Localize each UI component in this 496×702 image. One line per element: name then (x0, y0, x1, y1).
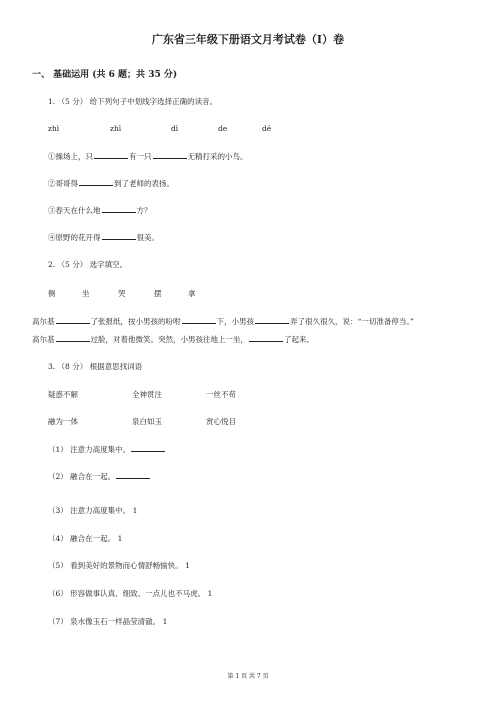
option: dì (171, 124, 179, 133)
q3-item-2: （2） 融合在一起。 (48, 470, 151, 482)
question-2-options (48, 288, 448, 298)
q3-item-4: （4） 融合在一起。 1 (48, 534, 123, 543)
exam-title: 广东省三年级下册语文月考试卷（I）卷 (151, 33, 345, 46)
q1-item-2: ②哥哥得 到了老师的表扬。 (48, 179, 174, 188)
q1-item-4: ④原野的花开得 很美。 (48, 233, 159, 242)
answer-blank[interactable] (102, 204, 136, 213)
q1-item-1: ①操场上，只 有一只 无精打采的小鸟。 (48, 152, 248, 161)
option: 哭 (118, 289, 126, 298)
word: 一丝不苟 (206, 390, 236, 399)
word: 全神贯注 (132, 390, 162, 399)
option: de (218, 124, 228, 133)
q3-item-5: （5） 看到美好的景物而心情舒畅愉快。 1 (48, 561, 190, 570)
question-2-heading: 2. （5 分） 选字填空。 (48, 260, 128, 269)
q1-item-3: ③春天在什么地 方？ (48, 206, 152, 215)
question-3-heading: 3. （8 分） 根据意思找词语 (48, 362, 143, 371)
option: 拿 (188, 289, 196, 298)
answer-blank[interactable] (56, 333, 90, 342)
option: zhì (48, 124, 60, 133)
q3-item-1: （1） 注意力高度集中。 (48, 443, 166, 455)
option: zhī (110, 124, 122, 133)
answer-blank[interactable] (131, 443, 165, 452)
q3-item-6: （6） 形容做事认真、细致、一点儿也不马虎。 1 (48, 589, 213, 598)
answer-blank[interactable] (102, 231, 136, 240)
answer-blank[interactable] (94, 150, 128, 159)
option: 摆 (154, 289, 162, 298)
answer-blank[interactable] (153, 150, 187, 159)
word: 赏心悦目 (206, 417, 236, 426)
option: dé (262, 124, 272, 133)
question-1-heading: 1. （5 分） 给下列句子中划线字选择正确的读音。 (48, 97, 218, 106)
q3-item-7: （7） 泉水像玉石一样晶莹清澈。 1 (48, 617, 168, 626)
section-heading: 一、 基础运用 (共 6 题；共 35 分) (32, 70, 178, 80)
word: 融为一体 (48, 417, 78, 426)
question-1-options (48, 124, 448, 134)
option: 坐 (82, 289, 90, 298)
q3-item-3: （3） 注意力高度集中。 1 (48, 506, 138, 515)
word: 疑惑不解 (48, 390, 78, 399)
q2-line-1: 高尔基 了张报纸，按小男孩的吩咐 下，小男孩 弄了很久很久，说：“一切准备停当。” (32, 317, 414, 326)
answer-blank[interactable] (249, 333, 283, 342)
question-3-words-row-2 (48, 416, 448, 426)
question-3-words-row-1 (48, 389, 448, 399)
q2-line-2: 高尔基 过脸，对着他微笑。突然，小男孩往地上一坐， 了起来。 (32, 335, 314, 344)
answer-blank[interactable] (56, 315, 90, 324)
answer-blank[interactable] (116, 470, 150, 479)
option: 侧 (48, 289, 56, 298)
page-footer: 第 1 页 共 7 页 (227, 673, 269, 680)
answer-blank[interactable] (182, 315, 216, 324)
answer-blank[interactable] (255, 315, 289, 324)
answer-blank[interactable] (79, 177, 113, 186)
word: 泉白如玉 (132, 417, 162, 426)
